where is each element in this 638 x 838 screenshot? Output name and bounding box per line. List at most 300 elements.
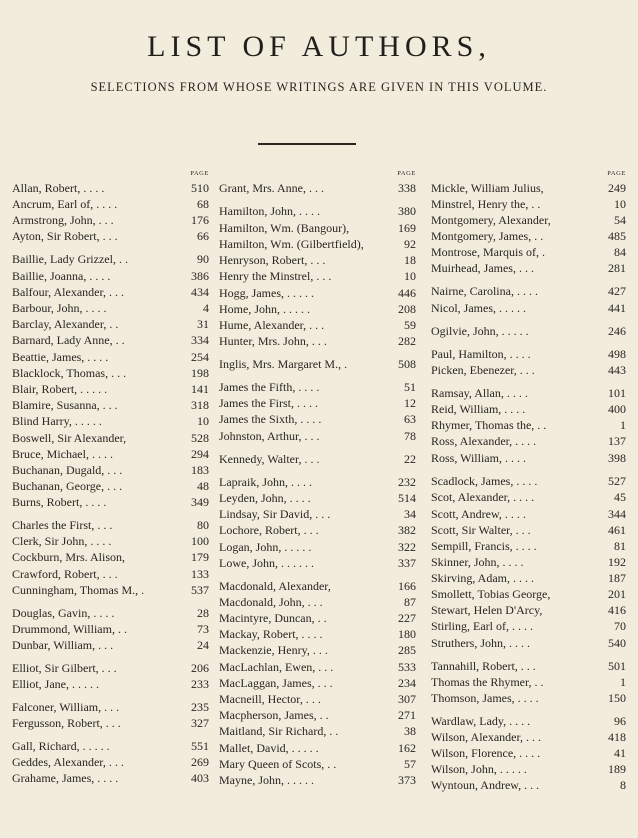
author-name: Macdonald, John, . . . <box>219 595 323 609</box>
author-entry <box>431 778 626 793</box>
author-entry <box>219 595 416 610</box>
author-entry <box>219 334 416 349</box>
page-number: 540 <box>608 636 626 650</box>
page-number: 1 <box>620 675 626 689</box>
page-number: 54 <box>614 213 626 227</box>
page-number: 551 <box>191 739 209 753</box>
author-entry <box>431 245 626 260</box>
author-name: Barclay, Alexander, . . <box>12 317 119 331</box>
author-entry <box>12 229 209 244</box>
author-name: Elliot, Sir Gilbert, . . . <box>12 661 117 675</box>
author-name: MacLachlan, Ewen, . . . <box>219 660 334 674</box>
author-entry <box>431 434 626 449</box>
author-name: Gall, Richard, . . . . . <box>12 739 110 753</box>
author-name: Barnard, Lady Anne, . . <box>12 333 125 347</box>
page-number: 179 <box>191 550 209 564</box>
author-entry <box>12 333 209 348</box>
page-number: 87 <box>404 595 416 609</box>
author-entry <box>12 398 209 413</box>
page-number: 208 <box>398 302 416 316</box>
page-number: 281 <box>608 261 626 275</box>
author-entry <box>219 676 416 691</box>
author-entry <box>12 181 209 196</box>
author-name: Scot, Alexander, . . . . <box>431 490 535 504</box>
page-number: 51 <box>404 380 416 394</box>
author-entry <box>431 571 626 586</box>
page-number: 508 <box>398 357 416 371</box>
author-name: Wilson, Florence, . . . . <box>431 746 541 760</box>
page-column-header: PAGE <box>607 170 626 177</box>
author-name: Ross, William, . . . . <box>431 451 526 465</box>
author-entry <box>431 347 626 362</box>
page-number: 183 <box>191 463 209 477</box>
page-number: 254 <box>191 350 209 364</box>
page-number: 269 <box>191 755 209 769</box>
author-entry <box>12 700 209 715</box>
author-name: Scott, Andrew, . . . . <box>431 507 526 521</box>
author-name: Struthers, John, . . . . <box>431 636 530 650</box>
author-entry <box>219 724 416 739</box>
page-number: 166 <box>398 579 416 593</box>
author-entry <box>431 603 626 618</box>
author-entry <box>431 691 626 706</box>
page-number: 192 <box>608 555 626 569</box>
author-entry <box>12 197 209 212</box>
author-entry <box>431 636 626 651</box>
author-name: Clerk, Sir John, . . . . <box>12 534 112 548</box>
author-name: Barbour, John, . . . . <box>12 301 107 315</box>
page-number: 334 <box>191 333 209 347</box>
page-number: 48 <box>197 479 209 493</box>
page-number: 59 <box>404 318 416 332</box>
page-number: 18 <box>404 253 416 267</box>
author-entry <box>12 495 209 510</box>
page-number: 403 <box>191 771 209 785</box>
author-entry <box>219 253 416 268</box>
author-name: Crawford, Robert, . . . <box>12 567 118 581</box>
author-name: Grahame, James, . . . . <box>12 771 119 785</box>
page-number: 533 <box>398 660 416 674</box>
page-number: 349 <box>191 495 209 509</box>
page-number: 337 <box>398 556 416 570</box>
author-entry <box>219 643 416 658</box>
author-entry <box>12 661 209 676</box>
author-name: Hamilton, Wm. (Gilbertfield), <box>219 237 364 251</box>
author-name: Montgomery, James, . . <box>431 229 544 243</box>
page-number: 41 <box>614 746 626 760</box>
author-entry <box>431 539 626 554</box>
author-name: James the First, . . . . <box>219 396 318 410</box>
author-entry <box>219 475 416 490</box>
author-name: Henry the Minstrel, . . . <box>219 269 332 283</box>
author-name: James the Fifth, . . . . <box>219 380 320 394</box>
author-entry <box>431 213 626 228</box>
page-number: 232 <box>398 475 416 489</box>
author-name: Baillie, Lady Grizzel, . . <box>12 252 128 266</box>
author-entry <box>219 380 416 395</box>
author-name: Skinner, John, . . . . <box>431 555 524 569</box>
author-entry <box>431 659 626 674</box>
author-entry <box>219 269 416 284</box>
page-number: 45 <box>614 490 626 504</box>
author-entry <box>431 762 626 777</box>
page-number: 294 <box>191 447 209 461</box>
author-entry <box>219 692 416 707</box>
author-entry <box>431 523 626 538</box>
page-number: 31 <box>197 317 209 331</box>
author-entry <box>431 402 626 417</box>
page-number: 386 <box>191 269 209 283</box>
author-name: MacLaggan, James, . . . <box>219 676 333 690</box>
author-name: Montrose, Marquis of, . <box>431 245 545 259</box>
author-name: Picken, Ebenezer, . . . <box>431 363 535 377</box>
author-entry <box>12 567 209 582</box>
author-name: Fergusson, Robert, . . . <box>12 716 121 730</box>
author-name: Falconer, William, . . . <box>12 700 120 714</box>
author-entry <box>219 757 416 772</box>
page-number: 68 <box>197 197 209 211</box>
author-entry <box>431 451 626 466</box>
author-name: Buchanan, George, . . . <box>12 479 123 493</box>
page-number: 271 <box>398 708 416 722</box>
page-number: 246 <box>608 324 626 338</box>
page-number: 150 <box>608 691 626 705</box>
author-entry <box>219 627 416 642</box>
page-number: 485 <box>608 229 626 243</box>
page-number: 528 <box>191 431 209 445</box>
page-number: 96 <box>614 714 626 728</box>
page-number: 198 <box>191 366 209 380</box>
page-column-header: PAGE <box>190 170 209 177</box>
page-number: 133 <box>191 567 209 581</box>
author-name: Ross, Alexander, . . . . <box>431 434 537 448</box>
author-entry <box>12 382 209 397</box>
page-number: 344 <box>608 507 626 521</box>
author-entry <box>12 463 209 478</box>
author-name: Macdonald, Alexander, <box>219 579 331 593</box>
author-entry <box>219 579 416 594</box>
author-entry <box>12 479 209 494</box>
page-number: 201 <box>608 587 626 601</box>
author-entry <box>219 302 416 317</box>
page-number: 8 <box>620 778 626 792</box>
page-number: 141 <box>191 382 209 396</box>
page-number: 537 <box>191 583 209 597</box>
author-name: Home, John, . . . . . <box>219 302 310 316</box>
author-name: Hume, Alexander, . . . <box>219 318 325 332</box>
author-name: Henryson, Robert, . . . <box>219 253 326 267</box>
page-number: 443 <box>608 363 626 377</box>
author-name: Blamire, Susanna, . . . <box>12 398 118 412</box>
author-name: Muirhead, James, . . . <box>431 261 534 275</box>
page-number: 28 <box>197 606 209 620</box>
author-entry <box>431 619 626 634</box>
author-entry <box>431 284 626 299</box>
author-entry <box>12 739 209 754</box>
author-entry <box>219 318 416 333</box>
author-entry <box>219 412 416 427</box>
author-entry <box>431 261 626 276</box>
author-name: Macneill, Hector, . . . <box>219 692 321 706</box>
author-name: Mallet, David, . . . . . <box>219 741 319 755</box>
author-entry <box>12 606 209 621</box>
author-entry <box>219 181 416 196</box>
author-name: Allan, Robert, . . . . <box>12 181 105 195</box>
author-name: Blair, Robert, . . . . . <box>12 382 108 396</box>
author-entry <box>431 474 626 489</box>
author-entry <box>12 771 209 786</box>
author-entry <box>431 490 626 505</box>
author-name: Skirving, Adam, . . . . <box>431 571 535 585</box>
page-number: 137 <box>608 434 626 448</box>
author-name: Ramsay, Allan, . . . . <box>431 386 528 400</box>
author-name: James the Sixth, . . . . <box>219 412 322 426</box>
page-number: 34 <box>404 507 416 521</box>
author-name: Johnston, Arthur, . . . <box>219 429 320 443</box>
page-number: 461 <box>608 523 626 537</box>
page-number: 427 <box>608 284 626 298</box>
author-entry <box>431 229 626 244</box>
page-number: 187 <box>608 571 626 585</box>
author-entry <box>219 452 416 467</box>
author-entry <box>219 221 416 236</box>
author-name: Beattie, James, . . . . <box>12 350 109 364</box>
page-number: 162 <box>398 741 416 755</box>
author-name: Wilson, Alexander, . . . <box>431 730 542 744</box>
author-entry <box>431 418 626 433</box>
author-name: Burns, Robert, . . . . <box>12 495 107 509</box>
author-entry <box>219 237 416 252</box>
page-number: 249 <box>608 181 626 195</box>
author-entry <box>12 622 209 637</box>
page-number: 189 <box>608 762 626 776</box>
author-entry <box>219 491 416 506</box>
author-entry <box>12 414 209 429</box>
author-name: Logan, John, . . . . . <box>219 540 312 554</box>
page-column-header: PAGE <box>397 170 416 177</box>
author-entry <box>12 677 209 692</box>
author-entry <box>12 269 209 284</box>
author-entry <box>12 285 209 300</box>
author-entry <box>219 429 416 444</box>
author-name: Cockburn, Mrs. Alison, <box>12 550 126 564</box>
author-entry <box>219 773 416 788</box>
author-entry <box>12 366 209 381</box>
page-number: 176 <box>191 213 209 227</box>
author-name: Armstrong, John, . . . <box>12 213 114 227</box>
author-name: Blind Harry, . . . . . <box>12 414 102 428</box>
author-name: Elliot, Jane, . . . . . <box>12 677 99 691</box>
page-number: 235 <box>191 700 209 714</box>
author-name: Buchanan, Dugald, . . . <box>12 463 123 477</box>
author-entry <box>12 252 209 267</box>
author-entry <box>431 386 626 401</box>
author-entry <box>431 730 626 745</box>
page-number: 90 <box>197 252 209 266</box>
author-entry <box>219 611 416 626</box>
author-entry <box>431 301 626 316</box>
author-name: Mickle, William Julius, <box>431 181 544 195</box>
author-name: Ayton, Sir Robert, . . . <box>12 229 118 243</box>
page-title: LIST OF AUTHORS, <box>147 30 491 63</box>
author-name: Inglis, Mrs. Margaret M., . <box>219 357 348 371</box>
author-entry <box>431 746 626 761</box>
page-number: 398 <box>608 451 626 465</box>
page-number: 38 <box>404 724 416 738</box>
author-name: Smollett, Tobias George, <box>431 587 551 601</box>
author-entry <box>12 583 209 598</box>
page-number: 233 <box>191 677 209 691</box>
page-number: 169 <box>398 221 416 235</box>
author-name: Lapraik, John, . . . . <box>219 475 312 489</box>
author-entry <box>219 523 416 538</box>
author-name: Geddes, Alexander, . . . <box>12 755 124 769</box>
page-number: 501 <box>608 659 626 673</box>
author-name: Wyntoun, Andrew, . . . <box>431 778 540 792</box>
page-number: 180 <box>398 627 416 641</box>
author-entry <box>219 556 416 571</box>
page-number: 373 <box>398 773 416 787</box>
author-name: Bruce, Michael, . . . . <box>12 447 113 461</box>
author-name: Hogg, James, . . . . . <box>219 286 314 300</box>
author-entry <box>431 587 626 602</box>
author-entry <box>12 638 209 653</box>
author-name: Lindsay, Sir David, . . . <box>219 507 331 521</box>
author-name: Drummond, William, . . <box>12 622 127 636</box>
author-name: Hunter, Mrs. John, . . . <box>219 334 327 348</box>
author-name: Hamilton, John, . . . . <box>219 204 320 218</box>
author-entry <box>431 675 626 690</box>
page-number: 418 <box>608 730 626 744</box>
page-number: 4 <box>203 301 209 315</box>
page-number: 527 <box>608 474 626 488</box>
page-number: 92 <box>404 237 416 251</box>
author-entry <box>431 555 626 570</box>
page-number: 285 <box>398 643 416 657</box>
author-entry <box>219 396 416 411</box>
page-number: 327 <box>191 716 209 730</box>
page-number: 66 <box>197 229 209 243</box>
author-name: Scadlock, James, . . . . <box>431 474 538 488</box>
author-name: Baillie, Joanna, . . . . <box>12 269 111 283</box>
page-number: 81 <box>614 539 626 553</box>
page-number: 434 <box>191 285 209 299</box>
author-entry <box>12 755 209 770</box>
page-number: 73 <box>197 622 209 636</box>
page-subtitle: SELECTIONS FROM WHOSE WRITINGS ARE GIVEN IN THIS VOLUME. <box>90 80 548 94</box>
author-name: Montgomery, Alexander, <box>431 213 551 227</box>
author-name: Balfour, Alexander, . . . <box>12 285 125 299</box>
author-name: Scott, Sir Walter, . . . <box>431 523 531 537</box>
page-number: 510 <box>191 181 209 195</box>
page-number: 10 <box>614 197 626 211</box>
author-name: Mary Queen of Scots, . . <box>219 757 337 771</box>
author-entry <box>219 540 416 555</box>
author-entry <box>219 204 416 219</box>
author-name: Hamilton, Wm. (Bangour), <box>219 221 350 235</box>
author-entry <box>12 317 209 332</box>
author-entry <box>431 324 626 339</box>
author-entry <box>431 181 626 196</box>
page-number: 416 <box>608 603 626 617</box>
author-name: Nairne, Carolina, . . . . <box>431 284 538 298</box>
author-entry <box>12 518 209 533</box>
page-number: 227 <box>398 611 416 625</box>
author-name: Kennedy, Walter, . . . <box>219 452 320 466</box>
author-entry <box>219 357 416 372</box>
page-number: 78 <box>404 429 416 443</box>
page-number: 206 <box>191 661 209 675</box>
author-name: Leyden, John, . . . . <box>219 491 311 505</box>
author-entry <box>12 431 209 446</box>
page-number: 307 <box>398 692 416 706</box>
author-name: Maitland, Sir Richard, . . <box>219 724 339 738</box>
author-name: Lowe, John, . . . . . . <box>219 556 314 570</box>
page-number: 12 <box>404 396 416 410</box>
author-name: Ancrum, Earl of, . . . . <box>12 197 118 211</box>
page-number: 400 <box>608 402 626 416</box>
page-number: 380 <box>398 204 416 218</box>
page-number: 498 <box>608 347 626 361</box>
page-number: 10 <box>197 414 209 428</box>
page-number: 70 <box>614 619 626 633</box>
author-name: Thomas the Rhymer, . . <box>431 675 544 689</box>
author-name: Paul, Hamilton, . . . . <box>431 347 531 361</box>
author-name: Rhymer, Thomas the, . . <box>431 418 547 432</box>
author-name: Macintyre, Duncan, . . <box>219 611 327 625</box>
page-number: 338 <box>398 181 416 195</box>
author-name: Macpherson, James, . . <box>219 708 329 722</box>
author-name: Thomson, James, . . . . <box>431 691 539 705</box>
author-name: Stewart, Helen D'Arcy, <box>431 603 543 617</box>
page-number: 382 <box>398 523 416 537</box>
author-entry <box>12 350 209 365</box>
author-entry <box>219 507 416 522</box>
author-entry <box>12 213 209 228</box>
page-number: 24 <box>197 638 209 652</box>
page-number: 100 <box>191 534 209 548</box>
page-number: 514 <box>398 491 416 505</box>
page-number: 318 <box>191 398 209 412</box>
author-entry <box>431 507 626 522</box>
author-name: Grant, Mrs. Anne, . . . <box>219 181 324 195</box>
page-number: 234 <box>398 676 416 690</box>
author-entry <box>12 301 209 316</box>
author-entry <box>12 447 209 462</box>
page-number: 446 <box>398 286 416 300</box>
author-name: Mackenzie, Henry, . . . <box>219 643 328 657</box>
page-number: 80 <box>197 518 209 532</box>
author-name: Stirling, Earl of, . . . . <box>431 619 533 633</box>
author-name: Reid, William, . . . . <box>431 402 526 416</box>
author-name: Ogilvie, John, . . . . . <box>431 324 529 338</box>
author-name: Tannahill, Robert, . . . <box>431 659 536 673</box>
author-entry <box>12 716 209 731</box>
author-name: Wardlaw, Lady, . . . . <box>431 714 531 728</box>
author-name: Minstrel, Henry the, . . <box>431 197 541 211</box>
author-name: Douglas, Gavin, . . . . <box>12 606 115 620</box>
author-entry <box>12 550 209 565</box>
page-number: 1 <box>620 418 626 432</box>
page-number: 322 <box>398 540 416 554</box>
author-name: Blacklock, Thomas, . . . <box>12 366 127 380</box>
author-name: Mackay, Robert, . . . . <box>219 627 323 641</box>
author-entry <box>219 286 416 301</box>
author-entry <box>219 708 416 723</box>
author-entry <box>431 197 626 212</box>
page-number: 10 <box>404 269 416 283</box>
author-name: Charles the First, . . . <box>12 518 113 532</box>
